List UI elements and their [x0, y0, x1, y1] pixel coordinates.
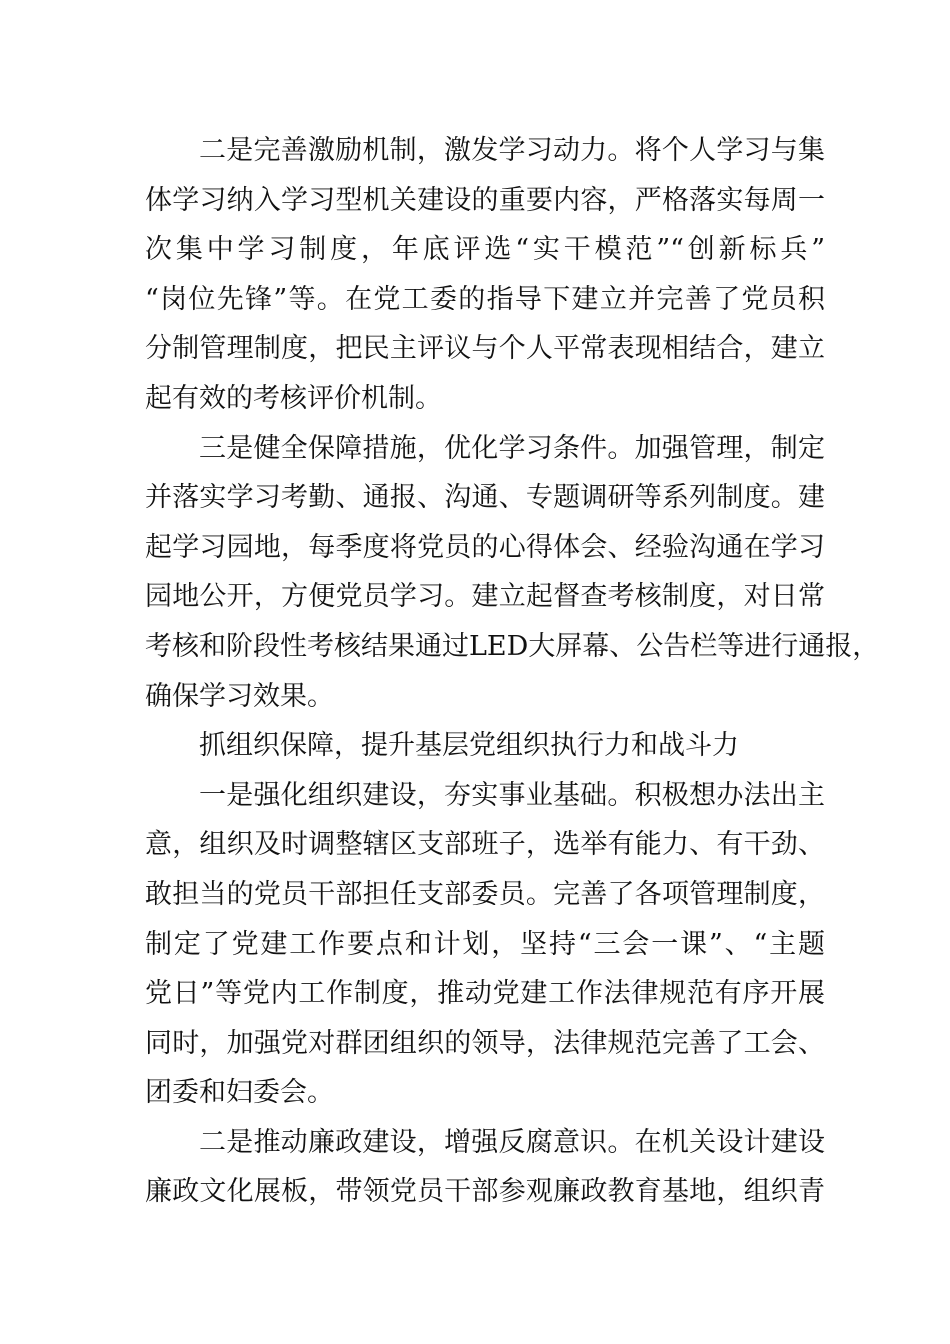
text-line: 起学习园地，每季度将党员的心得体会、经验沟通在学习	[145, 531, 825, 563]
text-line: 廉政文化展板，带领党员干部参观廉政教育基地，组织青	[145, 1176, 825, 1208]
section-heading: 抓组织保障，提升基层党组织执行力和战斗力	[199, 730, 739, 762]
text-line: 分制管理制度，把民主评议与个人平常表现相结合，建立	[145, 333, 825, 365]
text-line: 敢担当的党员干部担任支部委员。完善了各项管理制度，	[145, 878, 825, 910]
text-line: 制定了党建工作要点和计划，坚持“三会一课”、“主题	[145, 928, 825, 960]
text-line: 二是推动廉政建设，增强反腐意识。在机关设计建设	[199, 1126, 825, 1158]
text-line: 团委和妇委会。	[145, 1077, 334, 1109]
text-line: 体学习纳入学习型机关建设的重要内容，严格落实每周一	[145, 184, 825, 216]
text-line: 确保学习效果。	[145, 680, 334, 712]
text-line: 考核和阶段性考核结果通过LED大屏幕、公告栏等进行通报，	[145, 630, 880, 662]
text-line: 同时，加强党对群团组织的领导，法律规范完善了工会、	[145, 1027, 825, 1059]
text-line: “岗位先锋”等。在党工委的指导下建立并完善了党员积	[145, 283, 825, 315]
text-line: 园地公开，方便党员学习。建立起督查考核制度，对日常	[145, 581, 825, 613]
text-line: 一是强化组织建设，夯实事业基础。积极想办法出主	[199, 779, 825, 811]
text-line: 次集中学习制度，年底评选“实干模范”“创新标兵”	[145, 234, 825, 266]
text-line: 二是完善激励机制，激发学习动力。将个人学习与集	[199, 135, 825, 166]
document-body	[145, 126, 880, 1217]
text-line: 并落实学习考勤、通报、沟通、专题调研等系列制度。建	[145, 482, 825, 514]
text-line: 起有效的考核评价机制。	[145, 382, 442, 414]
text-line: 党日”等党内工作制度，推动党建工作法律规范有序开展	[145, 978, 825, 1010]
text-line: 三是健全保障措施，优化学习条件。加强管理，制定	[199, 432, 825, 464]
text-line: 意，组织及时调整辖区支部班子，选举有能力、有干劲、	[145, 829, 825, 861]
